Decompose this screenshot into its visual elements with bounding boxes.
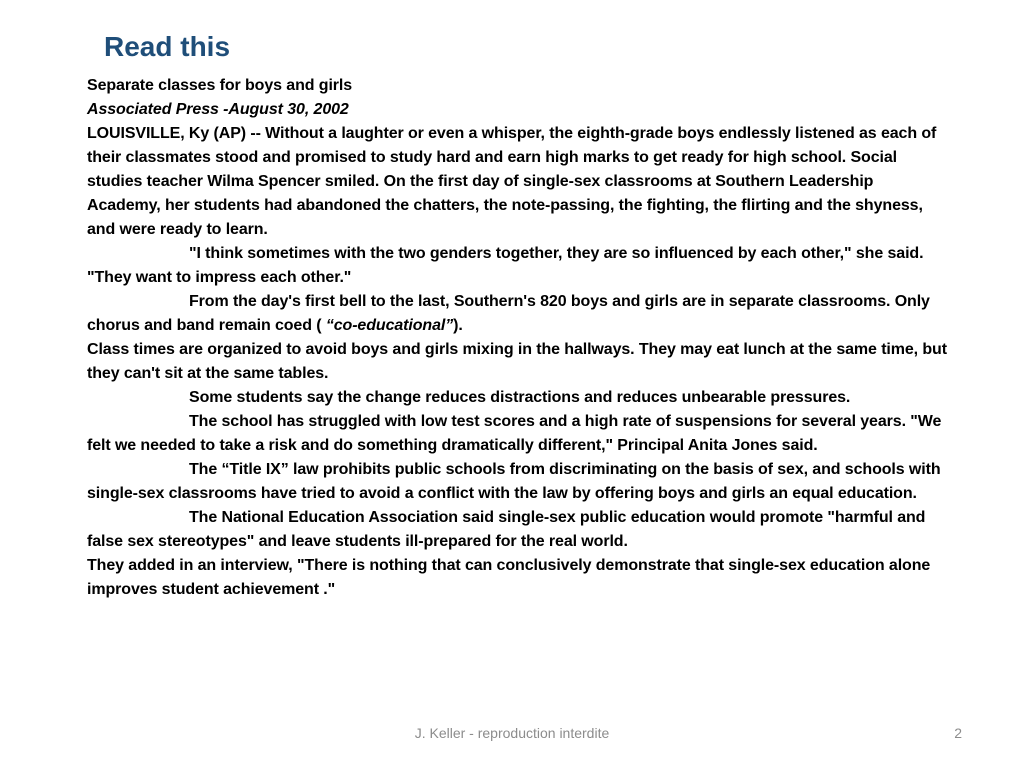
article-paragraph: The school has struggled with low test scores and a high rate of suspensions for several years. "We felt we needed to take a risk and do something dramatically different," Principal Anita Jones said. xyxy=(87,413,942,454)
paragraph-text: ). xyxy=(453,317,463,334)
page-number: 2 xyxy=(954,725,962,741)
article-paragraph: The National Education Association said single-sex public education would promote "harmful and false sex stereotypes" and leave students ill-prepared for the real world. xyxy=(87,509,926,550)
slide-title: Read this xyxy=(104,31,231,62)
article-paragraph: LOUISVILLE, Ky (AP) -- Without a laughter or even a whisper, the eighth-grade boys endlessly listened as each of their classmates stood and promised to study hard and earn high marks to get ready for high school. Social studies teacher Wilma Spencer smiled. On the first day of single-sex classrooms at Southern Leadership Academy, her students had abandoned the chatters, the note-passing, the fighting, the flirting and the shyness, and were ready to learn. xyxy=(87,125,937,238)
article-paragraph xyxy=(87,290,947,338)
emphasis-text: “co-educational” xyxy=(325,317,454,334)
slide-footer: J. Keller - reproduction interdite xyxy=(414,725,610,741)
article-paragraph: The “Title IX” law prohibits public schools from discriminating on the basis of sex, and schools with single-sex classrooms have tried to avoid a conflict with the law by offering boys and girls an equal education. xyxy=(87,461,941,502)
article-paragraph: They added in an interview, "There is nothing that can conclusively demonstrate that single-sex education alone improves student achievement ." xyxy=(87,557,931,598)
article-paragraph: "I think sometimes with the two genders together, they are so influenced by each other," she said. "They want to impress each other." xyxy=(87,245,924,286)
paragraph-text: From the day's first bell to the last, Southern's 820 boys and girls are in separate classrooms. Only chorus and band remain coed ( xyxy=(87,293,930,334)
article-paragraph: Class times are organized to avoid boys and girls mixing in the hallways. They may eat lunch at the same time, but they can't sit at the same tables. xyxy=(87,341,947,382)
article-body xyxy=(87,74,947,602)
article-paragraph: Some students say the change reduces distractions and reduces unbearable pressures. xyxy=(189,389,851,406)
article-headline: Separate classes for boys and girls xyxy=(87,77,353,94)
article-source: Associated Press -August 30, 2002 xyxy=(87,101,349,118)
